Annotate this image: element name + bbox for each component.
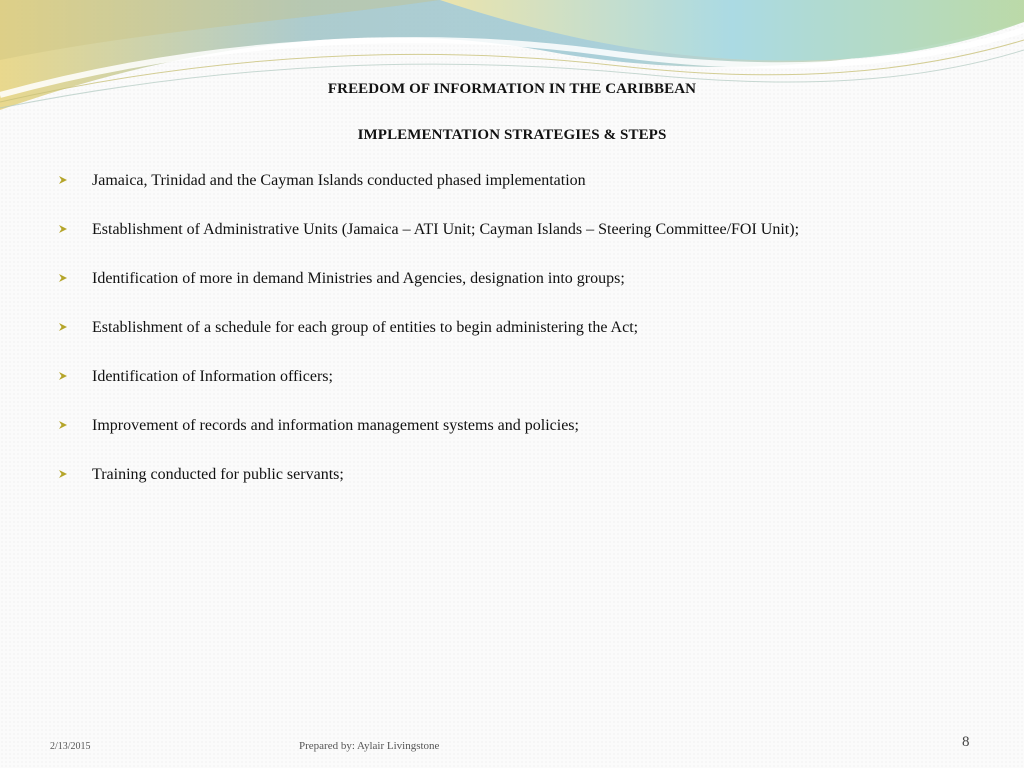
decorative-header-banner xyxy=(0,0,1024,120)
bullet-text: Improvement of records and information management systems and policies; xyxy=(92,417,579,434)
bullet-text: Training conducted for public servants; xyxy=(92,466,344,483)
bullet-text: Identification of more in demand Ministries and Agencies, designation into groups; xyxy=(92,270,625,287)
slide-title: FREEDOM OF INFORMATION IN THE CARIBBEAN xyxy=(327,81,697,97)
list-item xyxy=(58,269,799,318)
arrow-bullet-icon xyxy=(58,416,92,430)
slide-subtitle: IMPLEMENTATION STRATEGIES & STEPS xyxy=(357,127,667,143)
list-item xyxy=(58,220,799,269)
bullet-text: Identification of Information officers; xyxy=(92,368,333,385)
list-item xyxy=(58,367,799,416)
arrow-bullet-icon xyxy=(58,171,92,185)
list-item xyxy=(58,318,799,367)
arrow-bullet-icon xyxy=(58,318,92,332)
footer-date: 2/13/2015 xyxy=(50,741,91,752)
bullet-text: Jamaica, Trinidad and the Cayman Islands conducted phased implementation xyxy=(92,172,586,189)
bullet-text: Establishment of a schedule for each group of entities to begin administering the Act; xyxy=(92,319,639,336)
footer-author: Prepared by: Aylair Livingstone xyxy=(299,740,440,752)
list-item xyxy=(58,465,799,514)
bullet-list xyxy=(58,171,799,514)
arrow-bullet-icon xyxy=(58,465,92,479)
arrow-bullet-icon xyxy=(58,220,92,234)
arrow-bullet-icon xyxy=(58,269,92,283)
list-item xyxy=(58,171,799,220)
list-item xyxy=(58,416,799,465)
bullet-text: Establishment of Administrative Units (Jamaica – ATI Unit; Cayman Islands – Steering Committee/FOI Unit); xyxy=(92,221,800,238)
page-number: 8 xyxy=(962,734,970,750)
arrow-bullet-icon xyxy=(58,367,92,381)
